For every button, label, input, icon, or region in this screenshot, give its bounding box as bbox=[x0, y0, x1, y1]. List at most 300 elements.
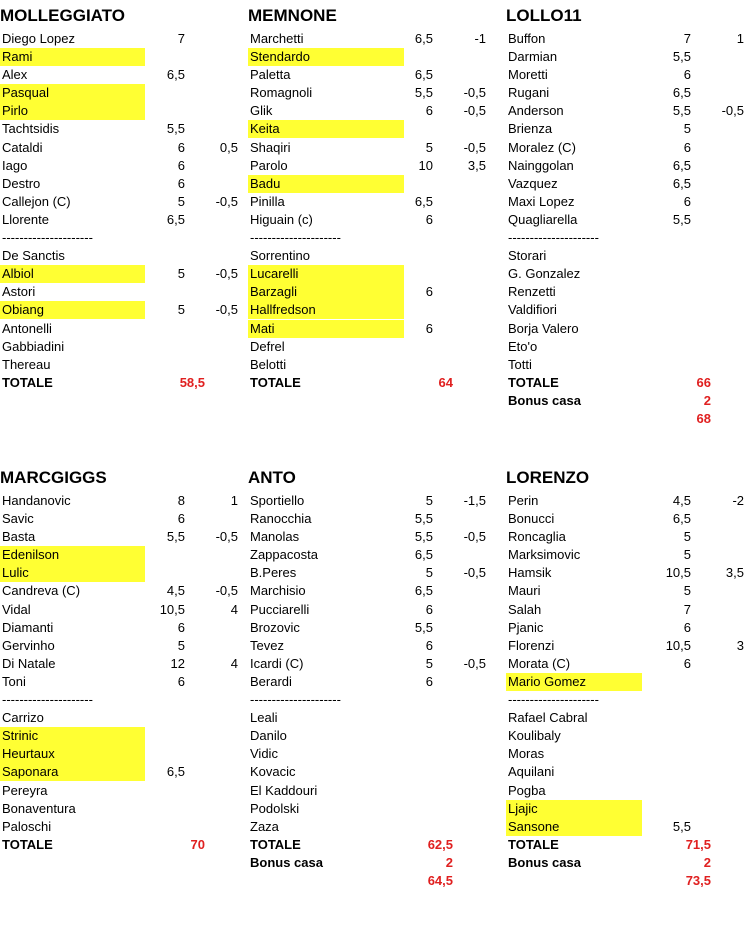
player-row bbox=[0, 193, 240, 211]
player-row bbox=[0, 782, 240, 800]
player-bonus: 4 bbox=[230, 601, 238, 617]
player-row bbox=[506, 637, 746, 655]
separator-row bbox=[0, 229, 240, 247]
player-row bbox=[248, 782, 488, 800]
player-name: --------------------- bbox=[250, 230, 341, 246]
player-name: Mario Gomez bbox=[508, 673, 587, 689]
player-row bbox=[0, 528, 240, 546]
player-vote: 5 bbox=[425, 139, 433, 155]
player-vote: 7 bbox=[683, 31, 691, 46]
player-row bbox=[506, 800, 746, 818]
player-vote: 6 bbox=[425, 673, 433, 689]
summary-value: 62,5 bbox=[427, 836, 453, 852]
player-bonus: 1 bbox=[736, 31, 744, 46]
player-vote: 6 bbox=[177, 139, 185, 155]
player-bonus: -0,5 bbox=[721, 103, 744, 119]
player-row bbox=[0, 139, 240, 157]
grand-total-row bbox=[506, 872, 746, 890]
player-vote: 6 bbox=[177, 175, 185, 191]
player-name: Di Natale bbox=[2, 655, 56, 671]
player-name: Rafael Cabral bbox=[508, 710, 588, 726]
player-name: Pinilla bbox=[250, 193, 285, 209]
summary-label: Bonus casa bbox=[508, 392, 581, 408]
player-name: Pucciarelli bbox=[250, 601, 310, 617]
player-name: Florenzi bbox=[508, 637, 555, 653]
player-row bbox=[0, 301, 240, 319]
player-row bbox=[248, 709, 488, 727]
player-row bbox=[506, 582, 746, 600]
player-row bbox=[248, 673, 488, 691]
player-row bbox=[248, 175, 488, 193]
player-name: --------------------- bbox=[508, 692, 599, 708]
player-row bbox=[248, 84, 488, 102]
player-vote: 5,5 bbox=[414, 619, 433, 635]
player-vote: 5,5 bbox=[166, 121, 185, 137]
player-vote: 5,5 bbox=[672, 818, 691, 834]
player-row bbox=[506, 601, 746, 619]
player-name: Rami bbox=[2, 49, 33, 65]
player-row bbox=[506, 655, 746, 673]
player-name: Aquilani bbox=[508, 764, 555, 780]
player-row bbox=[0, 800, 240, 818]
team-name: MARCGIGGS bbox=[0, 468, 107, 487]
player-row bbox=[248, 301, 488, 319]
player-row bbox=[506, 265, 746, 283]
player-row bbox=[506, 763, 746, 781]
grand-total-row bbox=[248, 872, 488, 890]
player-row bbox=[248, 582, 488, 600]
player-vote: 6 bbox=[425, 601, 433, 617]
total-row bbox=[0, 374, 240, 392]
player-name: Koulibaly bbox=[508, 728, 561, 744]
total-row bbox=[506, 836, 746, 854]
player-name: Quagliarella bbox=[508, 211, 578, 227]
summary-value: 71,5 bbox=[685, 836, 711, 852]
player-name: Podolski bbox=[250, 800, 300, 816]
player-row bbox=[506, 782, 746, 800]
player-name: --------------------- bbox=[508, 230, 599, 246]
player-name: Perin bbox=[508, 493, 539, 508]
player-name: Brienza bbox=[508, 121, 553, 137]
player-name: Cataldi bbox=[2, 139, 43, 155]
player-name: B.Peres bbox=[250, 565, 297, 581]
player-name: Mauri bbox=[508, 583, 541, 599]
player-name: Storari bbox=[508, 248, 547, 264]
player-row bbox=[506, 84, 746, 102]
player-vote: 5 bbox=[425, 655, 433, 671]
player-row bbox=[0, 818, 240, 836]
player-list bbox=[0, 492, 240, 854]
player-name: Sorrentino bbox=[250, 248, 310, 264]
player-row bbox=[248, 800, 488, 818]
player-row bbox=[506, 528, 746, 546]
player-row bbox=[248, 745, 488, 763]
summary-value: 2 bbox=[703, 392, 711, 408]
player-row bbox=[0, 247, 240, 265]
player-row bbox=[506, 546, 746, 564]
player-row bbox=[506, 301, 746, 319]
player-row bbox=[0, 709, 240, 727]
team-name: LOLLO11 bbox=[506, 6, 582, 25]
player-name: Obiang bbox=[2, 302, 44, 318]
player-row bbox=[506, 247, 746, 265]
player-vote: 6,5 bbox=[414, 193, 433, 209]
player-row bbox=[506, 510, 746, 528]
player-row bbox=[248, 265, 488, 283]
player-row bbox=[506, 48, 746, 66]
player-name: Toni bbox=[2, 673, 26, 689]
player-vote: 5,5 bbox=[414, 85, 433, 101]
player-name: Zappacosta bbox=[250, 547, 318, 563]
player-row bbox=[0, 655, 240, 673]
player-name: Saponara bbox=[2, 764, 59, 780]
player-name: --------------------- bbox=[2, 692, 93, 708]
player-name: Edenilson bbox=[2, 547, 60, 563]
player-name: Bonaventura bbox=[2, 800, 76, 816]
player-bonus: 4 bbox=[230, 655, 238, 671]
player-row bbox=[506, 120, 746, 138]
player-row bbox=[248, 763, 488, 781]
player-name: Higuain (c) bbox=[250, 211, 313, 227]
player-list bbox=[506, 492, 746, 890]
player-bonus: -0,5 bbox=[215, 302, 238, 318]
player-name: Ljajic bbox=[508, 800, 538, 816]
player-name: Kovacic bbox=[250, 764, 296, 780]
player-name: Diamanti bbox=[2, 619, 54, 635]
player-name: Moras bbox=[508, 746, 545, 762]
player-name: --------------------- bbox=[2, 230, 93, 246]
player-vote: 6,5 bbox=[414, 547, 433, 563]
player-row bbox=[248, 247, 488, 265]
player-name: Maxi Lopez bbox=[508, 193, 575, 209]
player-vote: 7 bbox=[683, 601, 691, 617]
player-vote: 5,5 bbox=[414, 529, 433, 545]
player-row bbox=[506, 175, 746, 193]
player-name: Marchisio bbox=[250, 583, 306, 599]
player-name: Lucarelli bbox=[250, 266, 299, 282]
player-row bbox=[248, 193, 488, 211]
player-name: Paloschi bbox=[2, 818, 52, 834]
player-vote: 5 bbox=[683, 547, 691, 563]
player-name: Pogba bbox=[508, 782, 546, 798]
player-name: Candreva (C) bbox=[2, 583, 81, 599]
player-name: Pirlo bbox=[2, 103, 29, 119]
separator-row bbox=[0, 691, 240, 709]
player-row bbox=[506, 157, 746, 175]
bonus-casa-row bbox=[248, 854, 488, 872]
player-name: Tevez bbox=[250, 637, 284, 653]
summary-label: TOTALE bbox=[2, 374, 53, 390]
player-row bbox=[506, 492, 746, 510]
player-vote: 4,5 bbox=[166, 583, 185, 599]
player-row bbox=[506, 320, 746, 338]
player-row bbox=[248, 320, 488, 338]
player-bonus: -0,5 bbox=[463, 85, 486, 101]
player-vote: 6,5 bbox=[414, 583, 433, 599]
player-row bbox=[248, 637, 488, 655]
player-name: Antonelli bbox=[2, 320, 52, 336]
player-vote: 7 bbox=[177, 31, 185, 46]
player-vote: 6 bbox=[177, 673, 185, 689]
player-name: Handanovic bbox=[2, 493, 71, 508]
player-name: Stendardo bbox=[250, 49, 310, 65]
player-name: Renzetti bbox=[508, 284, 556, 300]
player-row bbox=[248, 139, 488, 157]
player-row bbox=[0, 619, 240, 637]
player-name: Borja Valero bbox=[508, 320, 579, 336]
player-row bbox=[0, 320, 240, 338]
player-row bbox=[0, 601, 240, 619]
player-vote: 6 bbox=[683, 139, 691, 155]
summary-value: 58,5 bbox=[179, 374, 205, 390]
player-name: Iago bbox=[2, 157, 28, 173]
player-vote: 5 bbox=[683, 529, 691, 545]
player-bonus: 3 bbox=[736, 637, 744, 653]
player-vote: 8 bbox=[177, 493, 185, 508]
player-name: Brozovic bbox=[250, 619, 300, 635]
player-row bbox=[248, 564, 488, 582]
player-row bbox=[248, 66, 488, 84]
player-row bbox=[0, 283, 240, 301]
player-row bbox=[506, 564, 746, 582]
player-list bbox=[506, 30, 746, 428]
player-name: Astori bbox=[2, 284, 36, 300]
player-name: Leali bbox=[250, 710, 278, 726]
player-name: Valdifiori bbox=[508, 302, 557, 318]
player-vote: 6 bbox=[425, 637, 433, 653]
player-row bbox=[248, 283, 488, 301]
player-name: --------------------- bbox=[250, 692, 341, 708]
player-row bbox=[248, 546, 488, 564]
summary-value: 64 bbox=[438, 374, 453, 390]
grand-total-row bbox=[506, 410, 746, 428]
player-name: El Kaddouri bbox=[250, 782, 318, 798]
summary-label: TOTALE bbox=[508, 374, 559, 390]
player-name: Danilo bbox=[250, 728, 287, 744]
player-row bbox=[248, 356, 488, 374]
player-row bbox=[0, 157, 240, 175]
player-vote: 6,5 bbox=[414, 67, 433, 83]
player-row bbox=[506, 139, 746, 157]
player-vote: 10,5 bbox=[665, 637, 691, 653]
player-name: Callejon (C) bbox=[2, 193, 71, 209]
summary-label: Bonus casa bbox=[250, 854, 323, 870]
bonus-casa-row bbox=[506, 392, 746, 410]
player-vote: 6 bbox=[425, 284, 433, 300]
player-row bbox=[0, 763, 240, 781]
player-name: G. Gonzalez bbox=[508, 266, 581, 282]
summary-value: 2 bbox=[445, 854, 453, 870]
player-vote: 6,5 bbox=[672, 511, 691, 527]
summary-label: TOTALE bbox=[250, 836, 301, 852]
player-bonus: -1 bbox=[474, 31, 486, 46]
player-name: Anderson bbox=[508, 103, 564, 119]
player-vote: 5,5 bbox=[166, 529, 185, 545]
player-row bbox=[0, 582, 240, 600]
team-name: MEMNONE bbox=[248, 6, 337, 25]
separator-row bbox=[506, 691, 746, 709]
player-name: Darmian bbox=[508, 49, 558, 65]
player-name: Keita bbox=[250, 121, 280, 137]
player-vote: 6 bbox=[425, 320, 433, 336]
player-bonus: -2 bbox=[732, 493, 744, 508]
player-name: Diego Lopez bbox=[2, 31, 75, 46]
player-row bbox=[506, 709, 746, 727]
player-name: Vidal bbox=[2, 601, 31, 617]
player-name: Lulic bbox=[2, 565, 29, 581]
player-bonus: 3,5 bbox=[467, 157, 486, 173]
player-bonus: -0,5 bbox=[463, 565, 486, 581]
player-row bbox=[248, 338, 488, 356]
player-bonus: 0,5 bbox=[219, 139, 238, 155]
player-name: Berardi bbox=[250, 673, 292, 689]
player-list bbox=[248, 30, 488, 392]
player-row bbox=[0, 84, 240, 102]
player-row bbox=[506, 338, 746, 356]
player-name: Shaqiri bbox=[250, 139, 291, 155]
summary-value: 2 bbox=[703, 854, 711, 870]
player-row bbox=[0, 265, 240, 283]
player-name: Destro bbox=[2, 175, 41, 191]
player-name: Savic bbox=[2, 511, 34, 527]
player-name: Vidic bbox=[250, 746, 278, 762]
player-name: Vazquez bbox=[508, 175, 558, 191]
player-row bbox=[506, 102, 746, 120]
player-row bbox=[0, 673, 240, 691]
player-row bbox=[0, 66, 240, 84]
player-bonus: -0,5 bbox=[215, 193, 238, 209]
summary-value: 68 bbox=[696, 410, 711, 426]
player-name: Marksimovic bbox=[508, 547, 581, 563]
separator-row bbox=[248, 229, 488, 247]
player-vote: 6 bbox=[683, 67, 691, 83]
player-row bbox=[0, 564, 240, 582]
player-name: Nainggolan bbox=[508, 157, 574, 173]
player-row bbox=[0, 48, 240, 66]
summary-label: TOTALE bbox=[2, 836, 53, 852]
player-name: Moretti bbox=[508, 67, 548, 83]
player-name: Roncaglia bbox=[508, 529, 566, 545]
player-name: Hallfredson bbox=[250, 302, 316, 318]
player-row bbox=[248, 30, 488, 48]
player-bonus: -0,5 bbox=[463, 139, 486, 155]
player-row bbox=[248, 601, 488, 619]
player-bonus: -0,5 bbox=[215, 266, 238, 282]
player-vote: 5 bbox=[177, 302, 185, 318]
player-row bbox=[0, 211, 240, 229]
player-name: Moralez (C) bbox=[508, 139, 576, 155]
player-row bbox=[248, 818, 488, 836]
player-list bbox=[0, 30, 240, 392]
player-vote: 6 bbox=[425, 211, 433, 227]
player-row bbox=[248, 655, 488, 673]
player-name: Strinic bbox=[2, 728, 39, 744]
player-name: De Sanctis bbox=[2, 248, 65, 264]
player-name: Romagnoli bbox=[250, 85, 313, 101]
player-vote: 6 bbox=[683, 619, 691, 635]
player-name: Paletta bbox=[250, 67, 291, 83]
player-name: Llorente bbox=[2, 211, 49, 227]
player-vote: 6,5 bbox=[672, 85, 691, 101]
player-vote: 6,5 bbox=[166, 764, 185, 780]
player-name: Eto'o bbox=[508, 338, 538, 354]
bonus-casa-row bbox=[506, 854, 746, 872]
player-row bbox=[506, 30, 746, 48]
player-name: Parolo bbox=[250, 157, 288, 173]
player-bonus: 1 bbox=[230, 493, 238, 508]
player-row bbox=[248, 48, 488, 66]
player-bonus: -1,5 bbox=[463, 493, 486, 508]
player-row bbox=[506, 211, 746, 229]
player-row bbox=[506, 727, 746, 745]
player-name: Mati bbox=[250, 320, 275, 336]
player-name: Heurtaux bbox=[2, 746, 55, 762]
player-row bbox=[0, 510, 240, 528]
player-name: Marchetti bbox=[250, 31, 304, 46]
player-name: Gervinho bbox=[2, 637, 55, 653]
player-vote: 10 bbox=[418, 157, 433, 173]
player-vote: 10,5 bbox=[159, 601, 185, 617]
player-vote: 4,5 bbox=[672, 493, 691, 508]
total-row bbox=[248, 374, 488, 392]
player-row bbox=[506, 673, 746, 691]
player-vote: 5,5 bbox=[414, 511, 433, 527]
player-list bbox=[248, 492, 488, 890]
player-row bbox=[0, 102, 240, 120]
player-vote: 5,5 bbox=[672, 49, 691, 65]
player-bonus: -0,5 bbox=[215, 583, 238, 599]
summary-label: TOTALE bbox=[250, 374, 301, 390]
player-vote: 5,5 bbox=[672, 211, 691, 227]
player-name: Basta bbox=[2, 529, 36, 545]
player-name: Totti bbox=[508, 356, 532, 372]
player-row bbox=[506, 193, 746, 211]
player-vote: 6 bbox=[683, 655, 691, 671]
team-name: MOLLEGGIATO bbox=[0, 6, 125, 25]
player-vote: 5 bbox=[683, 583, 691, 599]
player-name: Manolas bbox=[250, 529, 300, 545]
team-name: LORENZO bbox=[506, 468, 590, 487]
player-row bbox=[0, 492, 240, 510]
player-vote: 5 bbox=[177, 266, 185, 282]
player-name: Hamsik bbox=[508, 565, 552, 581]
player-name: Defrel bbox=[250, 338, 285, 354]
summary-value: 70 bbox=[190, 836, 205, 852]
player-row bbox=[248, 510, 488, 528]
player-name: Zaza bbox=[250, 818, 279, 834]
player-name: Sportiello bbox=[250, 493, 305, 508]
player-name: Gabbiadini bbox=[2, 338, 65, 354]
player-name: Carrizo bbox=[2, 710, 44, 726]
player-bonus: -0,5 bbox=[463, 655, 486, 671]
summary-value: 66 bbox=[696, 374, 711, 390]
player-name: Alex bbox=[2, 67, 28, 83]
player-name: Thereau bbox=[2, 356, 51, 372]
player-bonus: -0,5 bbox=[463, 529, 486, 545]
player-name: Ranocchia bbox=[250, 511, 312, 527]
player-vote: 5 bbox=[177, 193, 185, 209]
player-row bbox=[0, 727, 240, 745]
player-vote: 6 bbox=[425, 103, 433, 119]
player-name: Tachtsidis bbox=[2, 121, 60, 137]
player-vote: 6,5 bbox=[672, 157, 691, 173]
player-vote: 5 bbox=[425, 565, 433, 581]
player-row bbox=[0, 356, 240, 374]
player-row bbox=[248, 157, 488, 175]
player-row bbox=[506, 818, 746, 836]
player-vote: 6,5 bbox=[672, 175, 691, 191]
player-vote: 5 bbox=[177, 637, 185, 653]
